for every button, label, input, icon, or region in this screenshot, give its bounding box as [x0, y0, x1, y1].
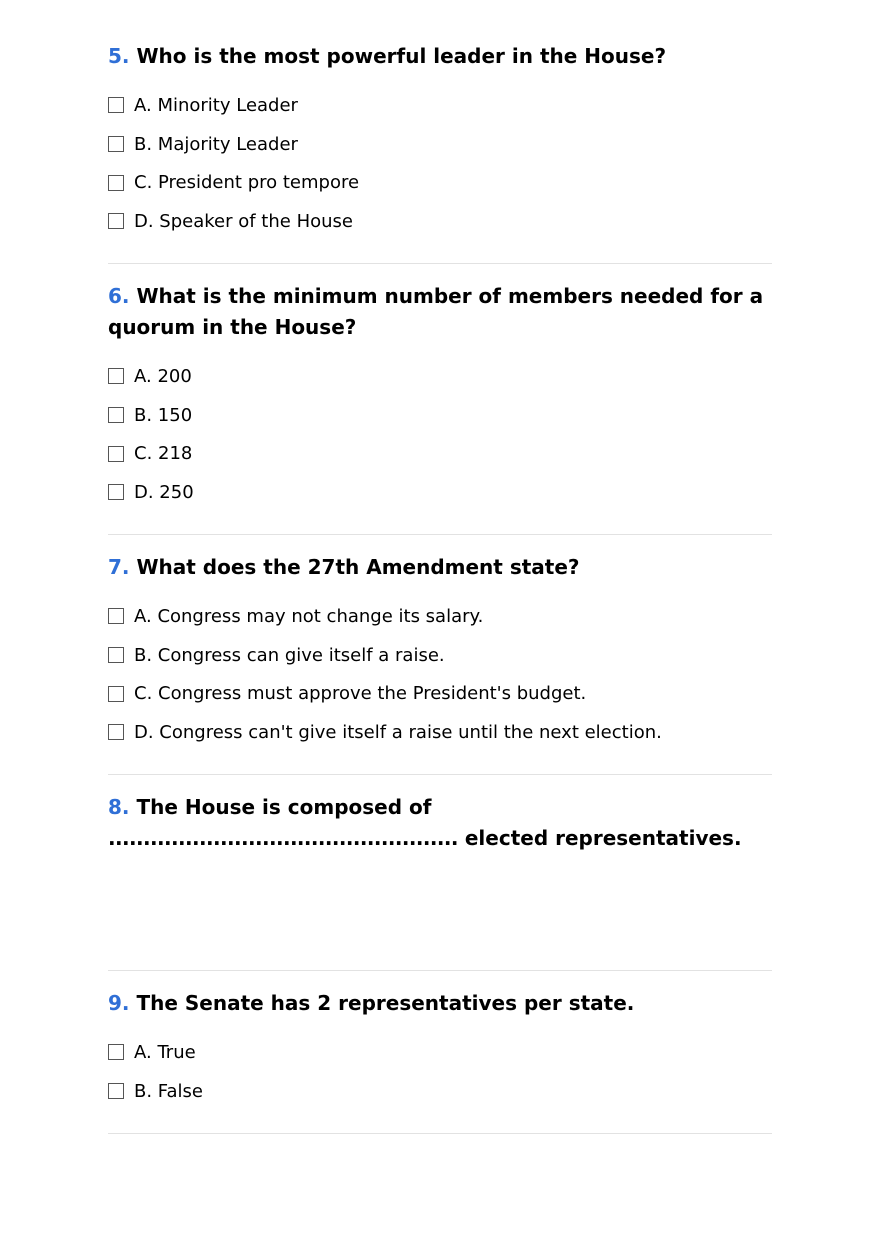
checkbox[interactable] [108, 647, 124, 663]
checkbox[interactable] [108, 97, 124, 113]
question-number: 7. [108, 555, 130, 579]
option-a[interactable] [108, 357, 772, 396]
fill-in-blank[interactable]: .................................................. [108, 826, 458, 850]
question-9 [108, 988, 772, 1110]
question-6 [108, 281, 772, 512]
question-text: Who is the most powerful leader in the House? [136, 44, 667, 68]
question-title [108, 41, 772, 72]
checkbox[interactable] [108, 1083, 124, 1099]
question-text-end: elected representatives. [464, 826, 742, 850]
option-label: B. False [134, 1080, 203, 1102]
option-c[interactable] [108, 434, 772, 473]
question-title [108, 792, 772, 854]
checkbox[interactable] [108, 136, 124, 152]
options-list [108, 357, 772, 512]
question-title [108, 552, 772, 583]
option-label: C. 218 [134, 443, 193, 465]
options-list [108, 597, 772, 752]
option-label: C. Congress must approve the President's budget. [134, 683, 587, 705]
question-number: 6. [108, 284, 130, 308]
divider [108, 970, 772, 971]
option-c[interactable] [108, 163, 772, 202]
checkbox[interactable] [108, 175, 124, 191]
checkbox[interactable] [108, 368, 124, 384]
checkbox[interactable] [108, 484, 124, 500]
option-a[interactable] [108, 86, 772, 125]
question-title [108, 281, 772, 343]
option-label: D. Congress can't give itself a raise until the next election. [134, 721, 662, 743]
option-label: D. Speaker of the House [134, 210, 353, 232]
option-label: A. Minority Leader [134, 94, 298, 116]
option-a[interactable] [108, 597, 772, 636]
option-label: A. Congress may not change its salary. [134, 605, 484, 627]
option-label: A. True [134, 1041, 196, 1063]
question-text: What is the minimum number of members needed for a quorum in the House? [108, 284, 764, 339]
options-list [108, 86, 772, 241]
option-c[interactable] [108, 674, 772, 713]
question-text: What does the 27th Amendment state? [136, 555, 580, 579]
question-number: 8. [108, 795, 130, 819]
option-label: D. 250 [134, 481, 194, 503]
option-b[interactable] [108, 396, 772, 435]
option-label: B. Majority Leader [134, 133, 298, 155]
option-label: B. 150 [134, 404, 193, 426]
question-number: 9. [108, 991, 130, 1015]
checkbox[interactable] [108, 686, 124, 702]
divider [108, 534, 772, 535]
question-5 [108, 41, 772, 241]
question-7 [108, 552, 772, 752]
divider [108, 263, 772, 264]
option-b[interactable] [108, 125, 772, 164]
checkbox[interactable] [108, 407, 124, 423]
option-label: C. President pro tempore [134, 172, 360, 194]
question-text: The Senate has 2 representatives per state. [136, 991, 635, 1015]
question-text: The House is composed of [136, 795, 432, 819]
checkbox[interactable] [108, 724, 124, 740]
checkbox[interactable] [108, 608, 124, 624]
checkbox[interactable] [108, 446, 124, 462]
option-d[interactable] [108, 713, 772, 752]
question-8 [108, 792, 772, 854]
option-d[interactable] [108, 473, 772, 512]
checkbox[interactable] [108, 1044, 124, 1060]
option-a[interactable] [108, 1033, 772, 1072]
option-label: B. Congress can give itself a raise. [134, 644, 445, 666]
divider [108, 774, 772, 775]
options-list [108, 1033, 772, 1110]
divider [108, 1133, 772, 1134]
question-title [108, 988, 772, 1019]
checkbox[interactable] [108, 213, 124, 229]
option-d[interactable] [108, 202, 772, 241]
option-label: A. 200 [134, 365, 192, 387]
option-b[interactable] [108, 1072, 772, 1111]
question-number: 5. [108, 44, 130, 68]
option-b[interactable] [108, 636, 772, 675]
